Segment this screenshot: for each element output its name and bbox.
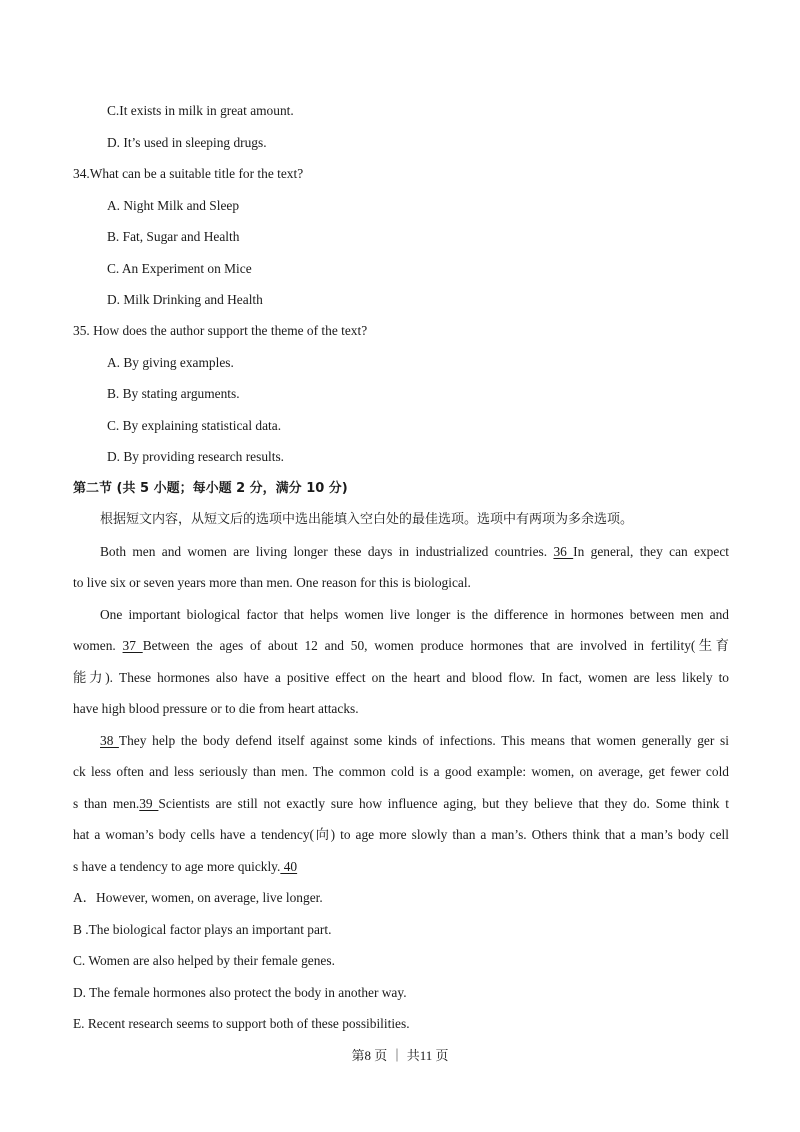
q34-option-d: D. Milk Drinking and Health — [107, 292, 263, 307]
passage-p2-line4: have high blood pressure or to die from heart attacks. — [73, 701, 359, 716]
passage-text: s than men. — [73, 796, 140, 811]
q34-option-b: B. Fat, Sugar and Health — [107, 229, 240, 244]
choice-d: D. The female hormones also protect the body in another way. — [73, 985, 407, 1000]
passage-text: They help the body defend itself against some kinds of infections. This means that women generally ger si — [118, 733, 729, 748]
passage-text: women. — [73, 638, 123, 653]
passage-p3-line3 — [73, 795, 729, 813]
passage-p3-line4: hat a woman’s body cells have a tendency(向) to age more slowly than a man’s. Others think that a man’s body cell — [73, 827, 729, 842]
q33-option-c: C.It exists in milk in great amount. — [107, 103, 294, 118]
blank-38: 38 — [100, 733, 119, 748]
passage-p3-line2: ck less often and less seriously than men. The common cold is a good example: women, on average, get fewer cold — [73, 764, 729, 779]
passage-p3-line5 — [73, 858, 297, 876]
passage-text: Between the ages of about 12 and 50, women produce hormones that are involved in fertility(生育 — [142, 638, 729, 653]
passage-p2-line1: One important biological factor that helps women live longer is the difference in hormones between men and — [100, 607, 729, 622]
passage-text: In general, they can expect — [573, 544, 729, 559]
q34-option-a: A. Night Milk and Sleep — [107, 198, 240, 213]
passage-text: Both men and women are living longer these days in industrialized countries. — [100, 544, 554, 559]
blank-37: 37 — [122, 638, 143, 653]
blank-39: 39 — [139, 796, 159, 811]
q34-option-c: C. An Experiment on Mice — [107, 261, 252, 276]
passage-p1-line1 — [100, 543, 729, 561]
choice-b: B .The biological factor plays an important part. — [73, 922, 332, 937]
q33-option-d: D. It’s used in sleeping drugs. — [107, 135, 267, 150]
passage-text: Scientists are still not exactly sure how influence aging, but they believe that they do. Some think t — [158, 796, 729, 811]
passage-p3-line1 — [100, 732, 729, 750]
q35-option-d: D. By providing research results. — [107, 449, 285, 464]
passage-text: s have a tendency to age more quickly. — [73, 859, 281, 874]
passage-p2-line3: 能力). These hormones also have a positive effect on the heart and blood flow. In fact, women are less likely to — [73, 670, 729, 685]
q35-option-a: A. By giving examples. — [107, 355, 234, 370]
choice-a: A．However, women, on average, live longer. — [73, 890, 323, 905]
passage-p2-line2 — [73, 637, 729, 655]
q35-stem: 35. How does the author support the theme of the text? — [73, 323, 368, 338]
q34-stem: 34.What can be a suitable title for the text? — [73, 166, 304, 181]
page-footer: 第8 页 ｜ 共11 页 — [351, 1048, 449, 1063]
choice-e: E. Recent research seems to support both of these possibilities. — [73, 1016, 410, 1031]
passage-p1-line2: to live six or seven years more than men. One reason for this is biological. — [73, 575, 471, 590]
blank-36: 36 — [553, 544, 574, 559]
choice-c: C. Women are also helped by their female genes. — [73, 953, 335, 968]
section-heading: 第二节 (共 5 小题；每小题 2 分，满分 10 分) — [73, 481, 348, 496]
q35-option-c: C. By explaining statistical data. — [107, 418, 282, 433]
blank-40: 40 — [280, 859, 298, 874]
section-instruction: 根据短文内容，从短文后的选项中选出能填入空白处的最佳选项。选项中有两项为多余选项。 — [100, 512, 634, 527]
q35-option-b: B. By stating arguments. — [107, 386, 240, 401]
